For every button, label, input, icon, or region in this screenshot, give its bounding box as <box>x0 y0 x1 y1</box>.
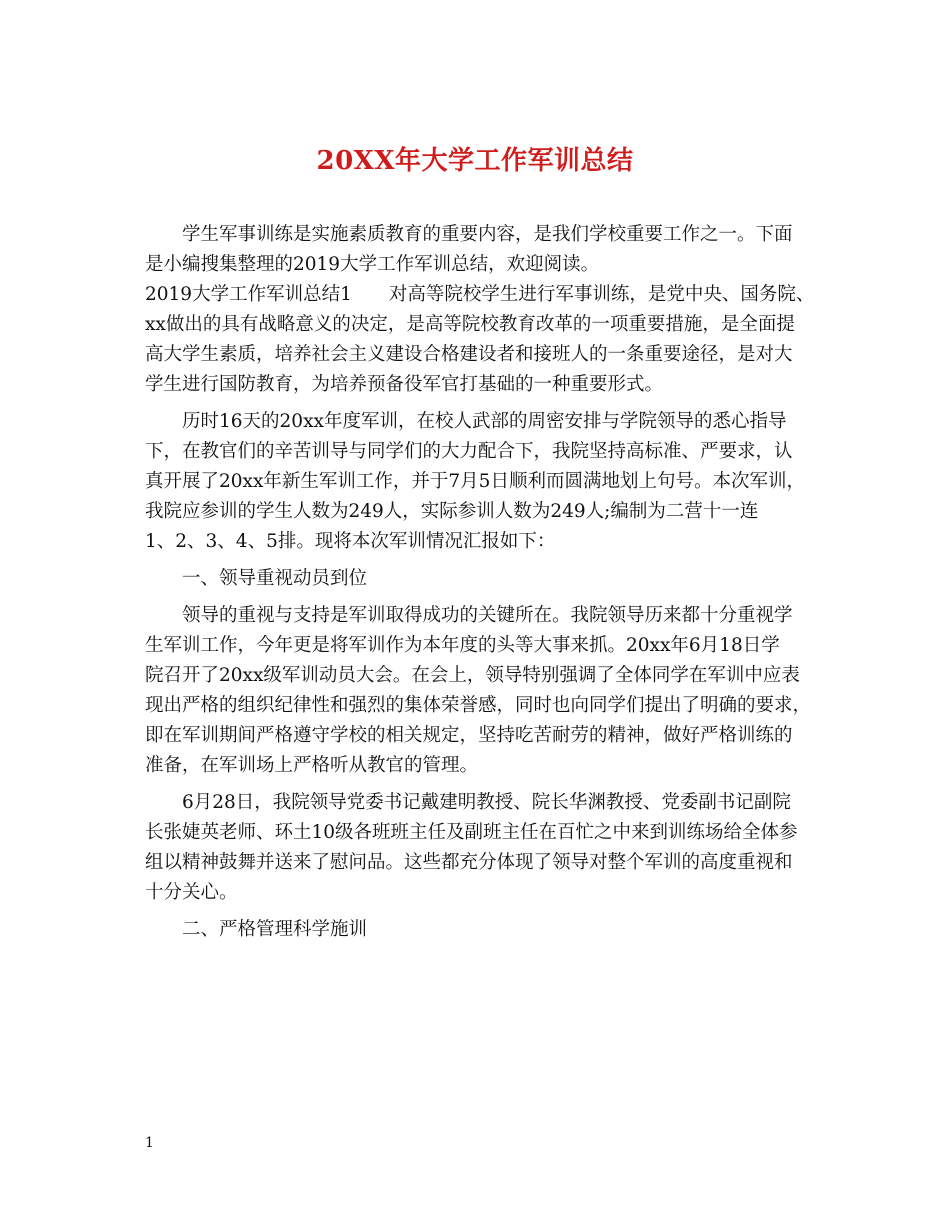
document-body <box>145 220 815 945</box>
paragraph-line: 领导的重视与支持是军训取得成功的关键所在。我院领导历来都十分重视学 <box>182 605 793 626</box>
page-number: 1 <box>145 1135 154 1151</box>
section-heading: 二、严格管理科学施训 <box>182 919 368 940</box>
paragraph-line: 6月28日，我院领导党委书记戴建明教授、院长华渊教授、党委副书记副院 <box>182 792 791 813</box>
paragraph-line: 学生进行国防教育，为培养预备役军官打基础的一种重要形式。 <box>145 374 664 395</box>
paragraph-line: xx做出的具有战略意义的决定，是高等院校教育改革的一项重要措施，是全面提 <box>145 314 795 335</box>
paragraph-line: 历时16天的20xx年度军训，在校人武部的周密安排与学院领导的悉心指导 <box>182 411 787 432</box>
paragraph-line: 高大学生素质，培养社会主义建设合格建设者和接班人的一条重要途径，是对大 <box>145 344 793 365</box>
paragraph-line: 即在军训期间严格遵守学校的相关规定，坚持吃苦耐劳的精神，做好严格训练的 <box>145 725 793 746</box>
section-heading: 一、领导重视动员到位 <box>182 568 368 589</box>
paragraph-line: 现出严格的组织纪律性和强烈的集体荣誉感，同时也向同学们提出了明确的要求， <box>145 695 812 716</box>
paragraph-line: 我院应参训的学生人数为249人，实际参训人数为249人;编制为二营十一连 <box>145 501 759 522</box>
paragraph-line: 1、2、3、4、5排。现将本次军训情况汇报如下： <box>145 531 556 552</box>
paragraph-line: 是小编搜集整理的2019大学工作军训总结，欢迎阅读。 <box>145 254 600 275</box>
paragraph-line: 长张婕英老师、环土10级各班班主任及副班主任在百忙之中来到训练场给全体参 <box>145 822 798 843</box>
paragraph-line: 学生军事训练是实施素质教育的重要内容，是我们学校重要工作之一。下面 <box>182 224 793 245</box>
paragraph-line: 组以精神鼓舞并送来了慰问品。这些都充分体现了领导对整个军训的高度重视和 <box>145 852 793 873</box>
paragraph-line: 十分关心。 <box>145 882 238 903</box>
paragraph-line: 下，在教官们的辛苦训导与同学们的大力配合下，我院坚持高标准、严要求，认 <box>145 441 793 462</box>
paragraph-line: 2019大学工作军训总结1 对高等院校学生进行军事训练，是党中央、国务院、 <box>145 284 815 305</box>
paragraph-line: 生军训工作，今年更是将军训作为本年度的头等大事来抓。20xx年6月18日学 <box>145 635 780 656</box>
paragraph-line: 准备，在军训场上严格听从教官的管理。 <box>145 755 479 776</box>
document-title: 20XX年大学工作军训总结 <box>316 146 634 176</box>
paragraph-line: 院召开了20xx级军训动员大会。在会上，领导特别强调了全体同学在军训中应表 <box>145 665 800 686</box>
paragraph-line: 真开展了20xx年新生军训工作，并于7月5日顺利而圆满地划上句号。本次军训， <box>145 471 805 492</box>
